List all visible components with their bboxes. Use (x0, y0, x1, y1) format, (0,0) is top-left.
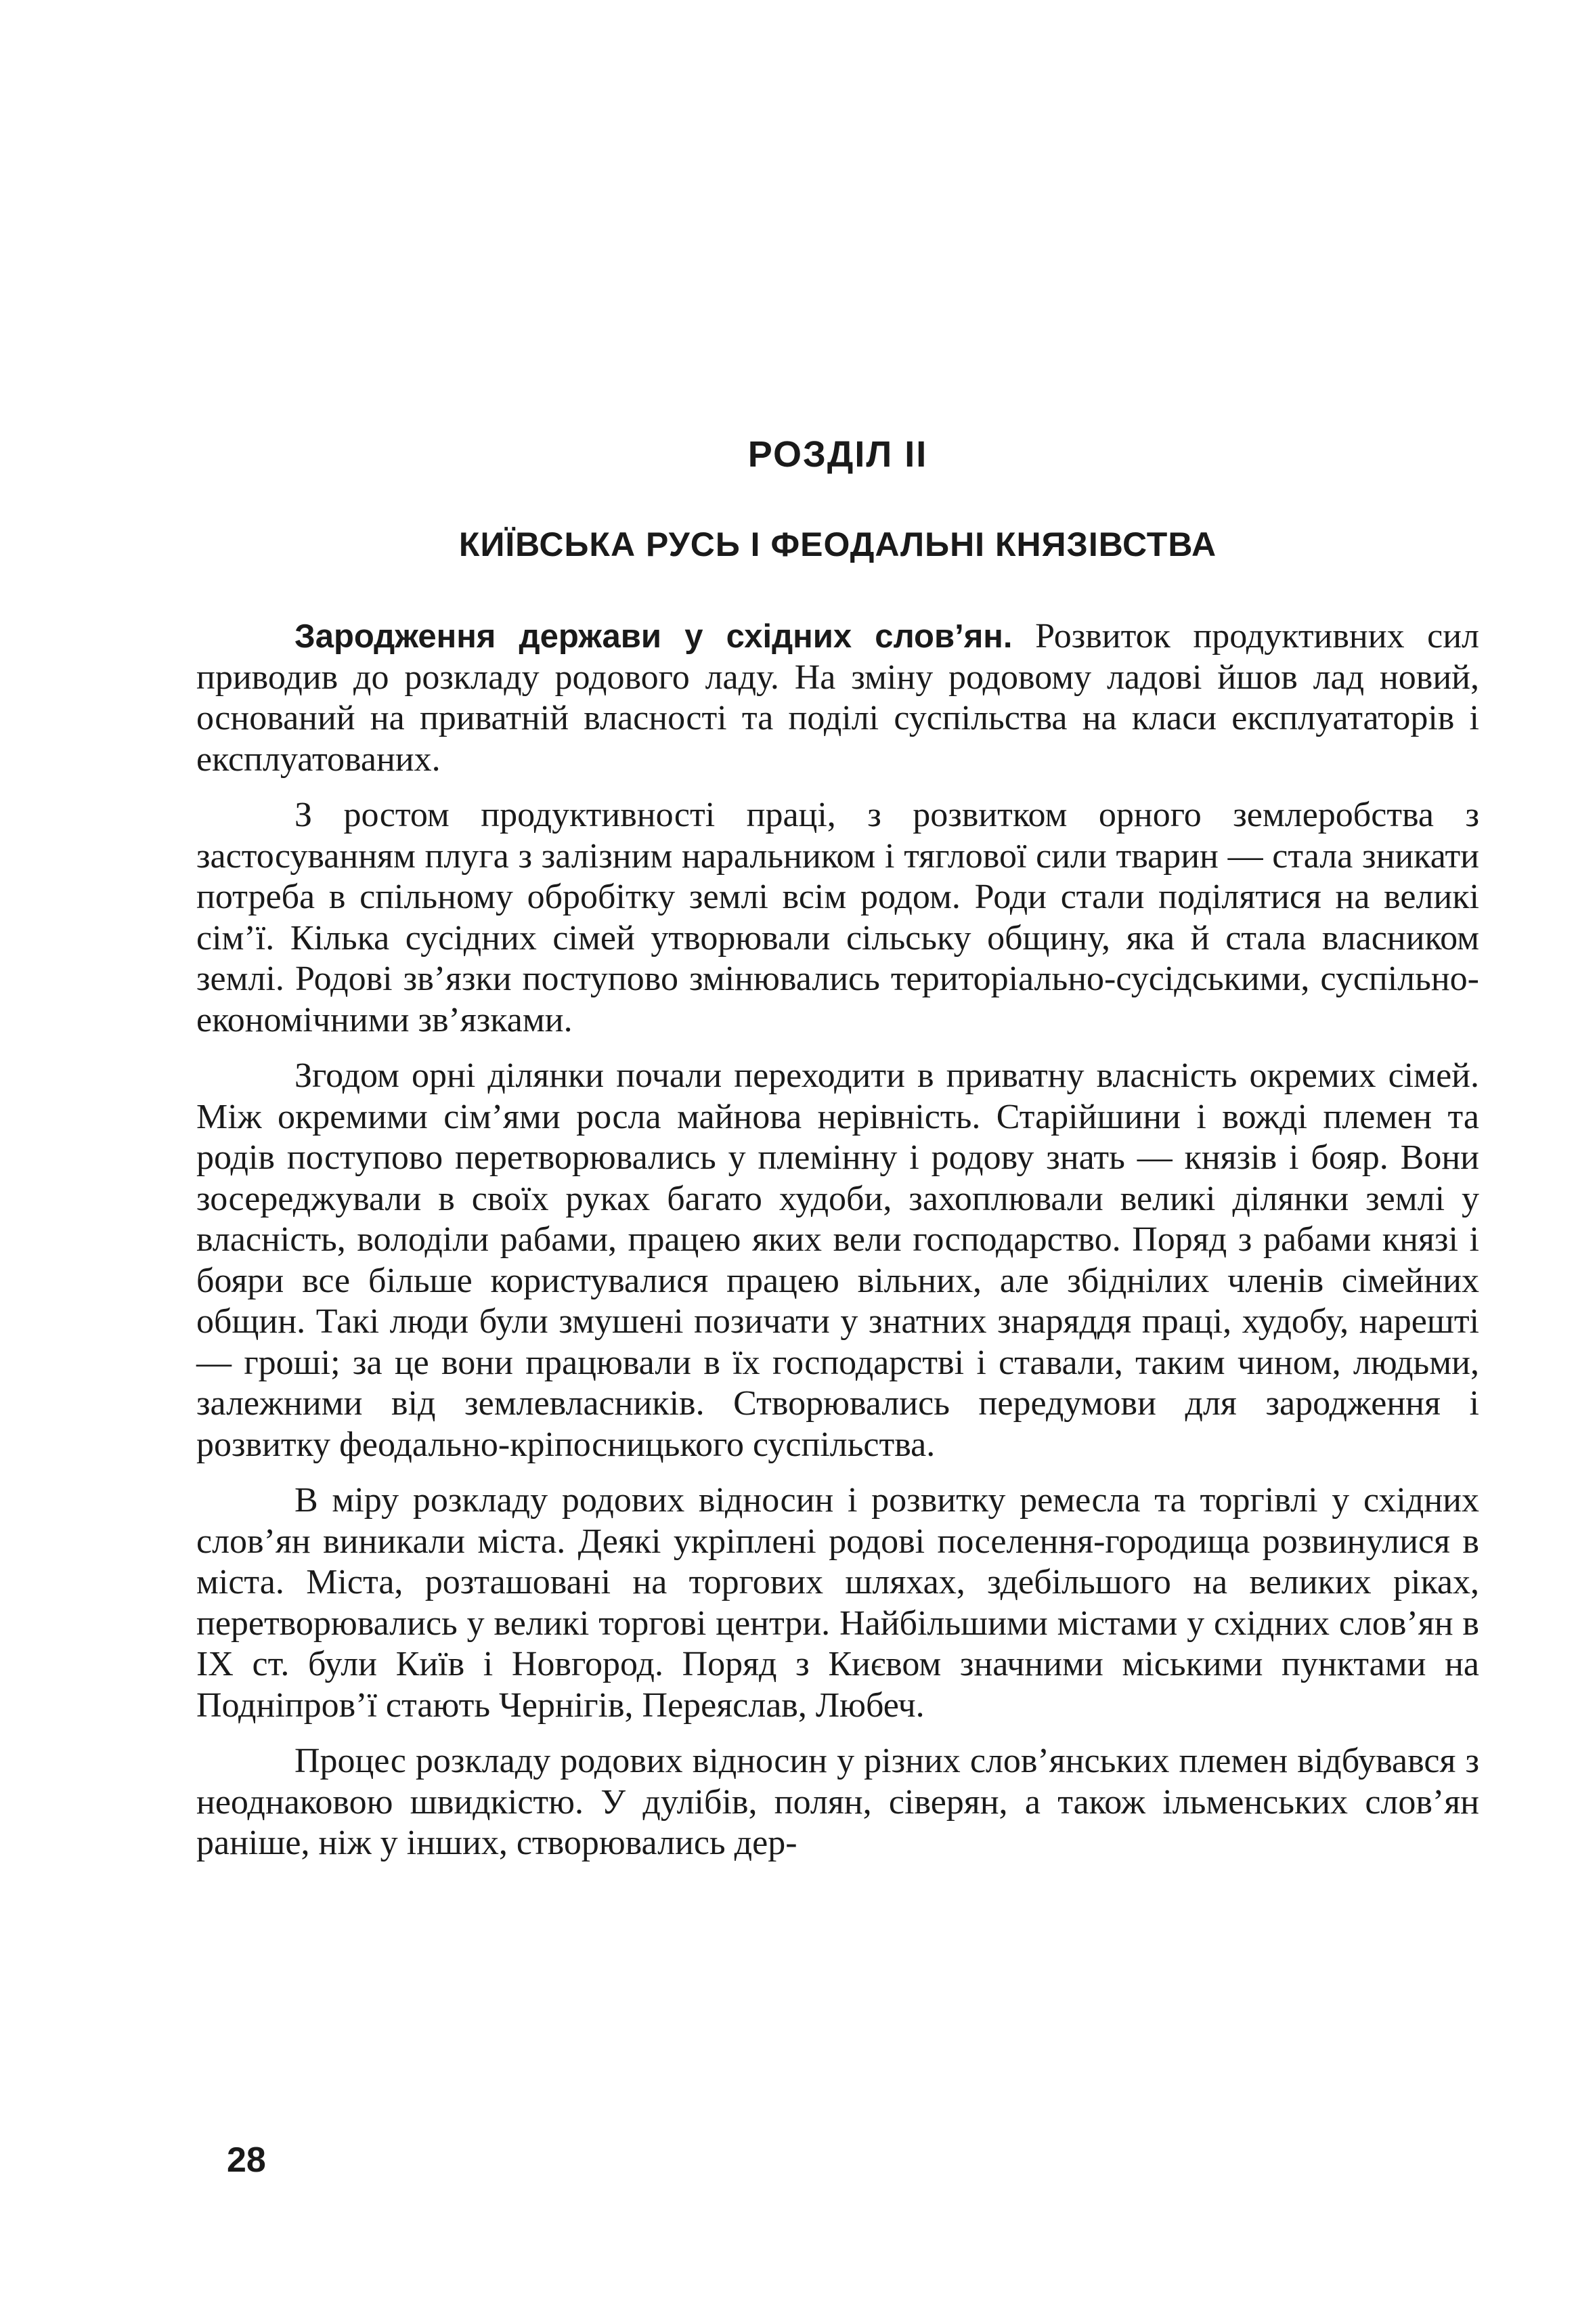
chapter-title: КИЇВСЬКА РУСЬ І ФЕОДАЛЬНІ КНЯЗІВСТВА (458, 525, 1217, 563)
paragraph-1 (196, 616, 1479, 780)
chapter-label: РОЗДІЛ ІІ (747, 434, 928, 475)
paragraph-1-text: Розвиток продуктивних сил приводив до розкладу родового ладу. На зміну родовому ладові йшов лад новий, оснований на приватній власності та поділі суспільства на класи експлуататорів і експлуатованих. (196, 617, 1479, 779)
body-text (196, 616, 1479, 1879)
paragraph-5: Процес розкладу родових відносин у різних слов’янських племен відбувався з неоднаковою швидкістю. У дулібів, полян, сіверян, а також ільменських слов’ян раніше, ніж у інших, створювались дер- (196, 1742, 1479, 1862)
paragraph-2: З ростом продуктивності праці, з розвитком орного землеробства з застосуванням плуга з залізним наральником і тяглової сили тварин — стала зникати потреба в спільному обробітку землі всім родом. Роди стали поділятися на великі сім’ї. Кілька сусідних сімей утворювали сільську общину, яка й стала власником землі. Родові зв’язки поступово змінювались територіально-сусідськими, суспільно-економічними зв’язками. (196, 796, 1479, 1039)
page-number: 28 (227, 2140, 266, 2180)
paragraph-3: Згодом орні ділянки почали переходити в приватну власність окремих сімей. Між окремими сім’ями росла майнова нерівність. Старійшини і вожді племен та родів поступово перетворювались у племінну і родову знать — князів і бояр. Вони зосереджували в своїх руках багато худоби, захоплювали великі ділянки землі у власність, володіли рабами, працею яких вели господарство. Поряд з рабами князі і бояри все більше користувалися працею вільних, але збіднілих членів сімейних общин. Такі люди були змушені позичати у знатних знаряддя праці, худобу, нарешті — гроші; за це вони працювали в їх господарстві і ставали, таким чином, людьми, залежними від землевласників. Створювались передумови для зародження і розвитку феодально-кріпосницького суспільства. (196, 1056, 1479, 1464)
section-heading: Зародження держави у східних слов’ян. (294, 618, 1013, 655)
paragraph-4: В міру розкладу родових відносин і розвитку ремесла та торгівлі у східних слов’ян виникали міста. Деякі укріплені родові поселення-городища розвинулися в міста. Міста, розташовані на торгових шляхах, здебільшого на великих ріках, перетворювались у великі торгові центри. Найбільшими містами у східних слов’ян в IX ст. були Київ і Новгород. Поряд з Києвом значними міськими пунктами на Подніпров’ї стають Чернігів, Переяслав, Любеч. (196, 1481, 1479, 1725)
book-page (196, 0, 1479, 2324)
